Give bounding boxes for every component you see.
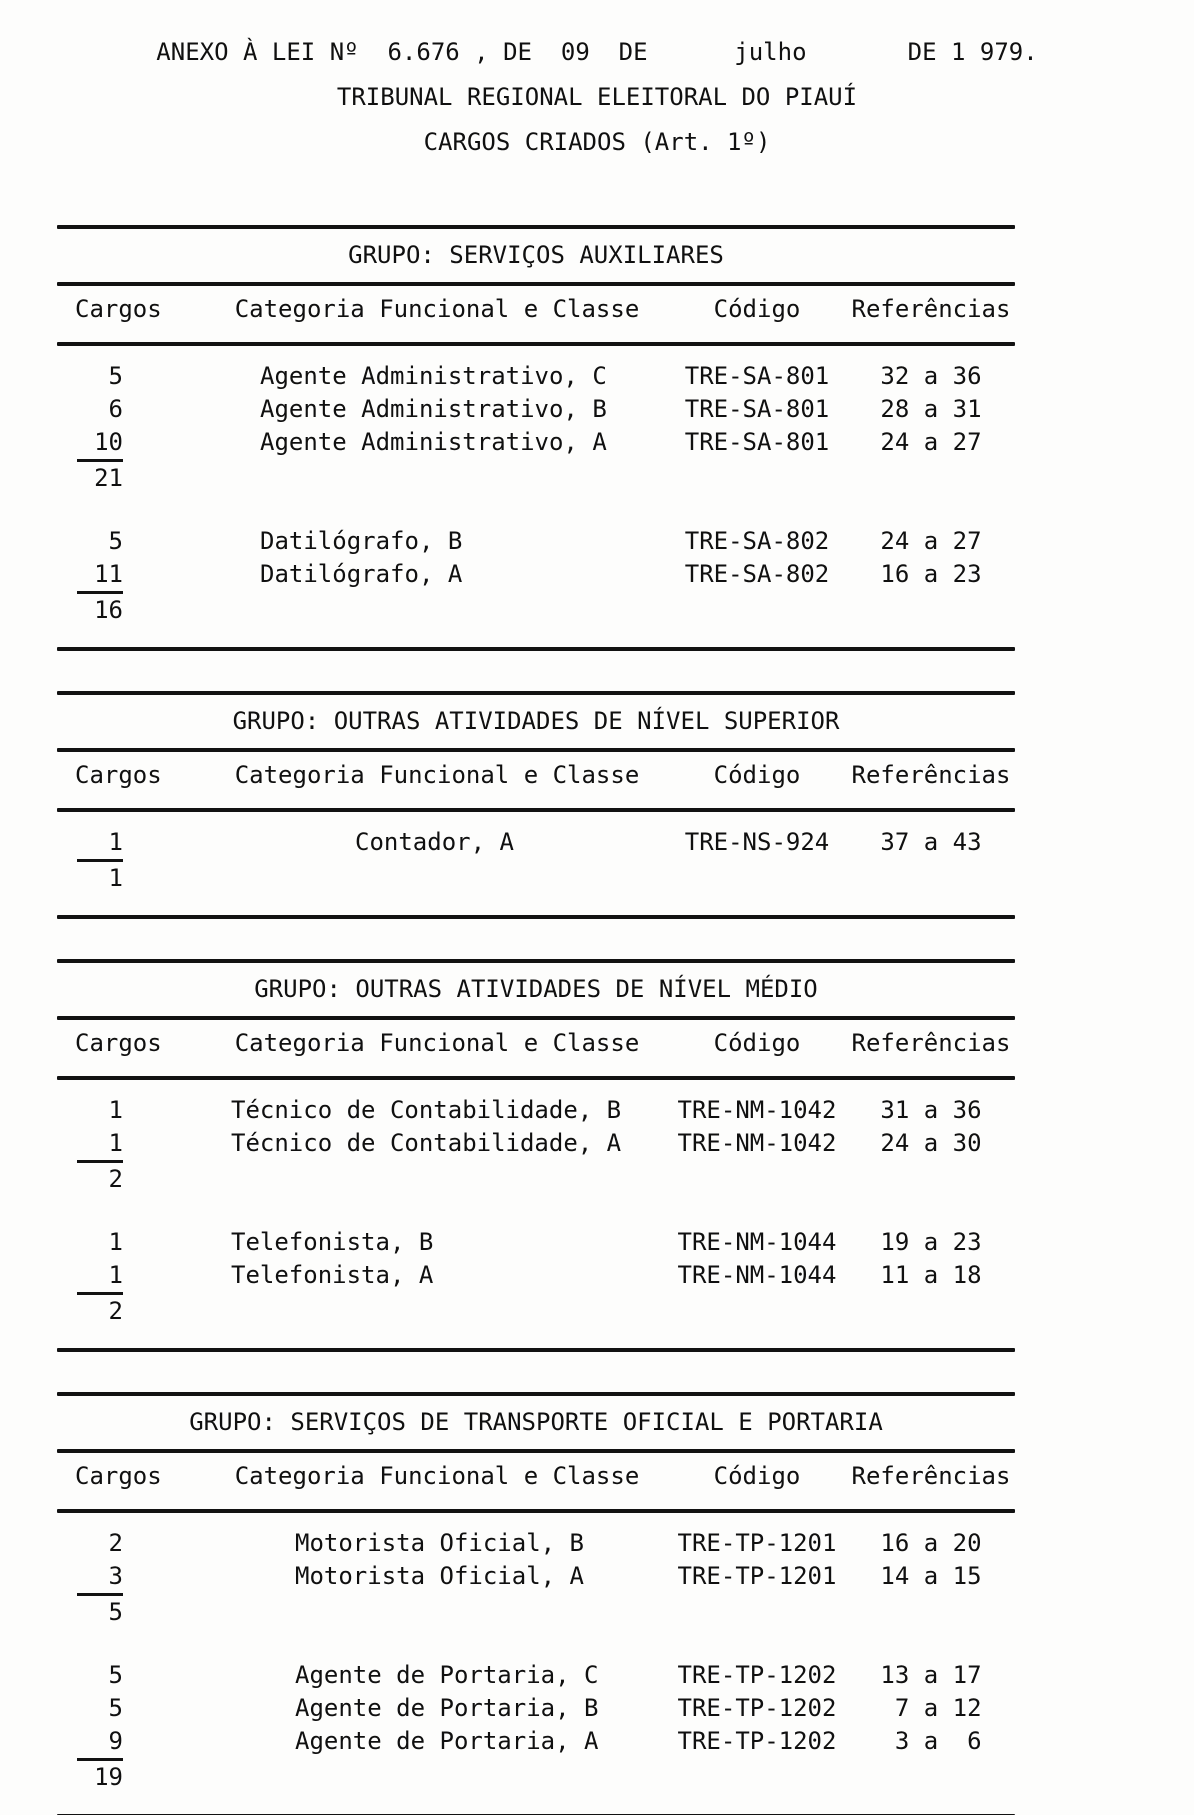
row-block bbox=[57, 1094, 1015, 1196]
total-row bbox=[57, 462, 1015, 495]
total-value: 2 bbox=[108, 1297, 123, 1325]
group-title: GRUPO: SERVIÇOS AUXILIARES bbox=[348, 241, 724, 269]
ref-from-value: 37 bbox=[880, 828, 910, 856]
column-header-cargos: Cargos bbox=[75, 1462, 162, 1490]
cell-empty bbox=[207, 1295, 667, 1328]
table-row bbox=[57, 558, 1015, 594]
document-header bbox=[0, 0, 1194, 165]
cargos-value: 5 bbox=[108, 527, 123, 555]
cell-total-cargos bbox=[57, 1596, 207, 1629]
ref-separator: a bbox=[909, 428, 953, 456]
column-header-cargos: Cargos bbox=[75, 1029, 162, 1057]
ref-to-value: 20 bbox=[952, 1529, 982, 1557]
cell-empty bbox=[667, 594, 847, 627]
group-table bbox=[57, 691, 1015, 919]
group-title: GRUPO: OUTRAS ATIVIDADES DE NÍVEL MÉDIO bbox=[254, 975, 818, 1003]
cell-categoria: Agente de Portaria, C bbox=[295, 1661, 599, 1689]
cell-empty bbox=[667, 1761, 847, 1794]
cell-codigo: TRE-SA-801 bbox=[684, 395, 830, 423]
cell-categoria: Datilógrafo, B bbox=[260, 527, 463, 555]
cell-cargos bbox=[57, 393, 207, 426]
document-subtitle: CARGOS CRIADOS (Art. 1º) bbox=[423, 128, 771, 156]
cell-referencias bbox=[847, 1094, 1015, 1127]
cell-referencias bbox=[847, 393, 1015, 426]
ref-to-value: 43 bbox=[952, 828, 982, 856]
court-name: TRIBUNAL REGIONAL ELEITORAL DO PIAUÍ bbox=[336, 83, 858, 111]
table-header-row bbox=[57, 752, 1015, 808]
cell-categoria: Agente Administrativo, B bbox=[260, 395, 607, 423]
cell-empty bbox=[207, 462, 667, 495]
cell-categoria: Telefonista, B bbox=[231, 1228, 434, 1256]
group-table bbox=[57, 1392, 1015, 1815]
cell-cargos bbox=[57, 558, 207, 594]
total-row bbox=[57, 862, 1015, 895]
cell-codigo: TRE-SA-801 bbox=[684, 362, 830, 390]
total-value: 19 bbox=[94, 1763, 123, 1791]
table-header-row bbox=[57, 286, 1015, 342]
column-header-categoria: Categoria Funcional e Classe bbox=[234, 1462, 640, 1490]
ref-from-value: 7 bbox=[894, 1694, 910, 1722]
cell-empty bbox=[847, 594, 1015, 627]
total-row bbox=[57, 594, 1015, 627]
cell-referencias bbox=[847, 525, 1015, 558]
total-row bbox=[57, 1596, 1015, 1629]
cell-codigo: TRE-TP-1202 bbox=[677, 1694, 837, 1722]
ref-to-value: 23 bbox=[952, 1228, 982, 1256]
row-block bbox=[57, 525, 1015, 627]
ref-to-value: 12 bbox=[952, 1694, 982, 1722]
group-table bbox=[57, 959, 1015, 1352]
total-value: 21 bbox=[94, 464, 123, 492]
cell-total-cargos bbox=[57, 862, 207, 895]
table-row bbox=[57, 360, 1015, 393]
cell-categoria: Contador, A bbox=[355, 828, 514, 856]
row-block bbox=[57, 1226, 1015, 1328]
ref-from-value: 3 bbox=[894, 1727, 910, 1755]
column-header-categoria: Categoria Funcional e Classe bbox=[234, 761, 640, 789]
table-row bbox=[57, 525, 1015, 558]
cell-empty bbox=[847, 862, 1015, 895]
horizontal-rule bbox=[57, 915, 1015, 919]
cell-codigo: TRE-NM-1044 bbox=[677, 1261, 837, 1289]
cell-empty bbox=[847, 1295, 1015, 1328]
cell-cargos bbox=[57, 525, 207, 558]
ref-separator: a bbox=[909, 1261, 953, 1289]
cell-total-cargos bbox=[57, 594, 207, 627]
ref-to-value: 18 bbox=[952, 1261, 982, 1289]
ref-separator: a bbox=[909, 1529, 953, 1557]
cell-categoria: Telefonista, A bbox=[231, 1261, 434, 1289]
cargos-value: 1 bbox=[77, 1259, 123, 1295]
horizontal-rule bbox=[57, 1348, 1015, 1352]
cell-empty bbox=[847, 462, 1015, 495]
group-title: GRUPO: SERVIÇOS DE TRANSPORTE OFICIAL E PORTARIA bbox=[189, 1408, 883, 1436]
ref-separator: a bbox=[909, 560, 953, 588]
cell-categoria: Datilógrafo, A bbox=[260, 560, 463, 588]
row-block bbox=[57, 360, 1015, 495]
table-row bbox=[57, 1692, 1015, 1725]
row-group bbox=[57, 1527, 1015, 1596]
cargos-value: 1 bbox=[108, 1228, 123, 1256]
cell-categoria: Agente Administrativo, C bbox=[260, 362, 607, 390]
cell-cargos bbox=[57, 1226, 207, 1259]
ref-from-value: 16 bbox=[880, 1529, 910, 1557]
total-value: 2 bbox=[108, 1165, 123, 1193]
ref-separator: a bbox=[909, 1096, 953, 1124]
cell-cargos bbox=[57, 1560, 207, 1596]
ref-from-value: 19 bbox=[880, 1228, 910, 1256]
column-header-categoria: Categoria Funcional e Classe bbox=[234, 1029, 640, 1057]
cell-cargos bbox=[57, 1094, 207, 1127]
column-header-codigo: Código bbox=[713, 295, 801, 323]
group-title: GRUPO: OUTRAS ATIVIDADES DE NÍVEL SUPERIOR bbox=[232, 707, 840, 735]
ref-separator: a bbox=[909, 1661, 953, 1689]
ref-from-value: 14 bbox=[880, 1562, 910, 1590]
cargos-value: 2 bbox=[108, 1529, 123, 1557]
table-row bbox=[57, 1560, 1015, 1596]
ref-to-value: 36 bbox=[952, 1096, 982, 1124]
cell-categoria: Técnico de Contabilidade, B bbox=[231, 1096, 622, 1124]
cell-referencias bbox=[847, 826, 1015, 862]
table-body bbox=[57, 1080, 1015, 1348]
ref-from-value: 13 bbox=[880, 1661, 910, 1689]
table-header-row bbox=[57, 1020, 1015, 1076]
cargos-value: 5 bbox=[108, 1661, 123, 1689]
cell-cargos bbox=[57, 426, 207, 462]
column-header-codigo: Código bbox=[713, 1029, 801, 1057]
cell-codigo: TRE-TP-1201 bbox=[677, 1562, 837, 1590]
cell-categoria: Motorista Oficial, A bbox=[295, 1562, 584, 1590]
cell-codigo: TRE-TP-1202 bbox=[677, 1661, 837, 1689]
cell-referencias bbox=[847, 1692, 1015, 1725]
cell-codigo: TRE-NM-1044 bbox=[677, 1228, 837, 1256]
cell-codigo: TRE-SA-801 bbox=[684, 428, 830, 456]
cell-codigo: TRE-SA-802 bbox=[684, 527, 830, 555]
total-value: 1 bbox=[108, 864, 123, 892]
total-value: 16 bbox=[94, 596, 123, 624]
table-body bbox=[57, 1513, 1015, 1814]
cell-empty bbox=[667, 1163, 847, 1196]
total-value: 5 bbox=[108, 1598, 123, 1626]
cell-empty bbox=[207, 1761, 667, 1794]
cell-empty bbox=[667, 862, 847, 895]
ref-to-value: 36 bbox=[952, 362, 982, 390]
cell-empty bbox=[667, 1295, 847, 1328]
ref-separator: a bbox=[909, 1694, 953, 1722]
cell-referencias bbox=[847, 1527, 1015, 1560]
ref-from-value: 24 bbox=[880, 527, 910, 555]
cell-categoria: Agente Administrativo, A bbox=[260, 428, 607, 456]
cell-categoria: Agente de Portaria, A bbox=[295, 1727, 599, 1755]
ref-to-value: 31 bbox=[952, 395, 982, 423]
ref-separator: a bbox=[909, 1562, 953, 1590]
law-annex-title: ANEXO À LEI Nº 6.676 , DE 09 DE julho DE 1 979. bbox=[156, 38, 1038, 66]
cargos-value: 3 bbox=[77, 1560, 123, 1596]
cell-referencias bbox=[847, 1226, 1015, 1259]
cell-codigo: TRE-NS-924 bbox=[684, 828, 830, 856]
table-row bbox=[57, 426, 1015, 462]
cell-codigo: TRE-TP-1201 bbox=[677, 1529, 837, 1557]
cell-cargos bbox=[57, 1259, 207, 1295]
ref-to-value: 30 bbox=[952, 1129, 982, 1157]
cell-categoria: Agente de Portaria, B bbox=[295, 1694, 599, 1722]
column-header-cargos: Cargos bbox=[75, 295, 162, 323]
column-header-codigo: Código bbox=[713, 761, 801, 789]
row-group bbox=[57, 826, 1015, 862]
cell-categoria: Técnico de Contabilidade, A bbox=[231, 1129, 622, 1157]
ref-to-value: 27 bbox=[952, 527, 982, 555]
cell-empty bbox=[667, 1596, 847, 1629]
table-row bbox=[57, 1527, 1015, 1560]
cell-empty bbox=[207, 1163, 667, 1196]
ref-from-value: 24 bbox=[880, 1129, 910, 1157]
ref-separator: a bbox=[909, 1727, 953, 1755]
column-header-cargos: Cargos bbox=[75, 761, 162, 789]
table-row bbox=[57, 1226, 1015, 1259]
cargos-value: 10 bbox=[77, 426, 123, 462]
column-header-categoria: Categoria Funcional e Classe bbox=[234, 295, 640, 323]
horizontal-rule bbox=[57, 647, 1015, 651]
row-block bbox=[57, 1527, 1015, 1629]
ref-separator: a bbox=[909, 828, 953, 856]
cargos-value: 1 bbox=[108, 1096, 123, 1124]
cargos-value: 1 bbox=[77, 1127, 123, 1163]
cell-total-cargos bbox=[57, 1163, 207, 1196]
cell-referencias bbox=[847, 360, 1015, 393]
total-row bbox=[57, 1761, 1015, 1794]
cell-empty bbox=[667, 462, 847, 495]
cell-empty bbox=[847, 1163, 1015, 1196]
cargos-value: 1 bbox=[77, 826, 123, 862]
column-header-referencias: Referências bbox=[851, 295, 1011, 323]
ref-from-value: 24 bbox=[880, 428, 910, 456]
column-header-codigo: Código bbox=[713, 1462, 801, 1490]
cell-codigo: TRE-TP-1202 bbox=[677, 1727, 837, 1755]
ref-separator: a bbox=[909, 395, 953, 423]
cell-referencias bbox=[847, 1259, 1015, 1295]
cell-codigo: TRE-NM-1042 bbox=[677, 1129, 837, 1157]
cargos-value: 11 bbox=[77, 558, 123, 594]
ref-from-value: 16 bbox=[880, 560, 910, 588]
cell-total-cargos bbox=[57, 1295, 207, 1328]
cell-empty bbox=[847, 1761, 1015, 1794]
cell-empty bbox=[207, 594, 667, 627]
table-row bbox=[57, 1659, 1015, 1692]
ref-from-value: 31 bbox=[880, 1096, 910, 1124]
group-table bbox=[57, 225, 1015, 651]
table-row bbox=[57, 1725, 1015, 1761]
ref-from-value: 32 bbox=[880, 362, 910, 390]
row-group bbox=[57, 525, 1015, 594]
ref-from-value: 11 bbox=[880, 1261, 910, 1289]
cell-empty bbox=[847, 1596, 1015, 1629]
cell-referencias bbox=[847, 1659, 1015, 1692]
total-row bbox=[57, 1163, 1015, 1196]
cargos-value: 5 bbox=[108, 1694, 123, 1722]
cell-cargos bbox=[57, 826, 207, 862]
ref-separator: a bbox=[909, 362, 953, 390]
ref-separator: a bbox=[909, 1129, 953, 1157]
table-row bbox=[57, 826, 1015, 862]
row-group bbox=[57, 360, 1015, 462]
cell-total-cargos bbox=[57, 1761, 207, 1794]
row-group bbox=[57, 1226, 1015, 1295]
cell-cargos bbox=[57, 1659, 207, 1692]
cell-referencias bbox=[847, 558, 1015, 594]
cell-total-cargos bbox=[57, 462, 207, 495]
cell-cargos bbox=[57, 1725, 207, 1761]
ref-to-value: 17 bbox=[952, 1661, 982, 1689]
cell-cargos bbox=[57, 1527, 207, 1560]
ref-to-value: 15 bbox=[952, 1562, 982, 1590]
column-header-referencias: Referências bbox=[851, 761, 1011, 789]
cell-empty bbox=[207, 1596, 667, 1629]
column-header-referencias: Referências bbox=[851, 1462, 1011, 1490]
ref-separator: a bbox=[909, 527, 953, 555]
row-block bbox=[57, 1659, 1015, 1794]
table-body bbox=[57, 812, 1015, 915]
cell-codigo: TRE-NM-1042 bbox=[677, 1096, 837, 1124]
row-group bbox=[57, 1659, 1015, 1761]
ref-to-value: 6 bbox=[967, 1727, 982, 1755]
cell-cargos bbox=[57, 360, 207, 393]
cargos-value: 6 bbox=[108, 395, 123, 423]
cell-referencias bbox=[847, 426, 1015, 462]
table-row bbox=[57, 393, 1015, 426]
column-header-referencias: Referências bbox=[851, 1029, 1011, 1057]
cargos-value: 9 bbox=[77, 1725, 123, 1761]
table-row bbox=[57, 1127, 1015, 1163]
cell-codigo: TRE-SA-802 bbox=[684, 560, 830, 588]
total-row bbox=[57, 1295, 1015, 1328]
table-body bbox=[57, 346, 1015, 647]
cell-categoria: Motorista Oficial, B bbox=[295, 1529, 584, 1557]
ref-separator: a bbox=[909, 1228, 953, 1256]
row-group bbox=[57, 1094, 1015, 1163]
ref-to-value: 27 bbox=[952, 428, 982, 456]
group-tables bbox=[0, 225, 1194, 1815]
cargos-value: 5 bbox=[108, 362, 123, 390]
cell-cargos bbox=[57, 1127, 207, 1163]
cell-cargos bbox=[57, 1692, 207, 1725]
cell-empty bbox=[207, 862, 667, 895]
table-header-row bbox=[57, 1453, 1015, 1509]
cell-referencias bbox=[847, 1560, 1015, 1596]
cell-referencias bbox=[847, 1725, 1015, 1761]
cell-referencias bbox=[847, 1127, 1015, 1163]
table-row bbox=[57, 1259, 1015, 1295]
table-row bbox=[57, 1094, 1015, 1127]
ref-to-value: 23 bbox=[952, 560, 982, 588]
ref-from-value: 28 bbox=[880, 395, 910, 423]
row-block bbox=[57, 826, 1015, 895]
